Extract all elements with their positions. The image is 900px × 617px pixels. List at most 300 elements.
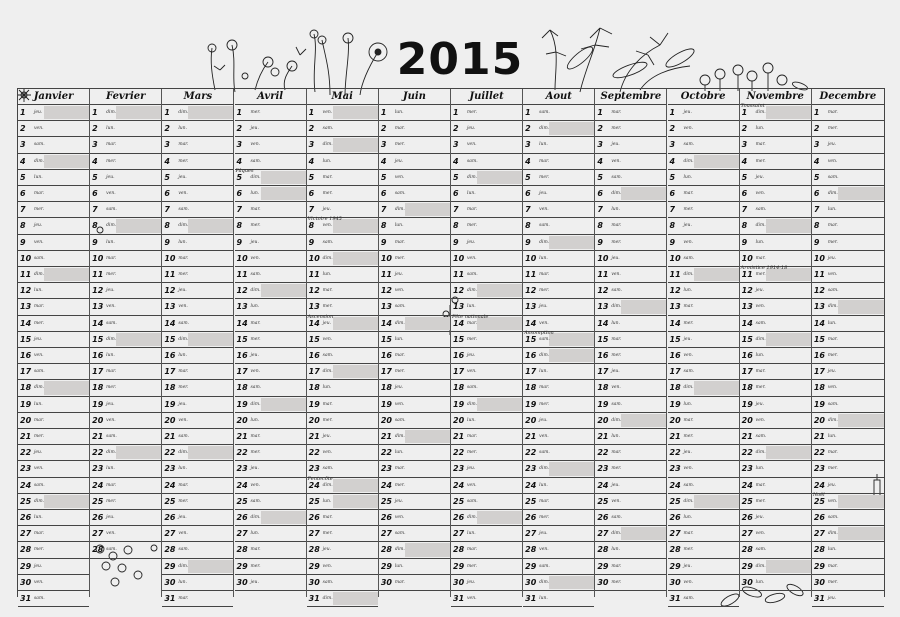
day-cell [162, 121, 233, 137]
day-number: 21 [669, 432, 681, 441]
weekday-label: ven. [250, 482, 261, 488]
day-cell [235, 218, 306, 234]
weekday-label: mer. [178, 272, 189, 277]
weekday-label: lun. [178, 126, 187, 132]
weekday-label: jeu. [394, 272, 404, 277]
day-cell [18, 478, 89, 494]
weekday-label: sam. [827, 401, 839, 407]
day-number: 5 [308, 172, 315, 182]
weekday-label: dim. [322, 596, 333, 601]
day-number: 21 [164, 432, 176, 441]
day-shade [549, 236, 594, 249]
day-cell [307, 542, 378, 558]
day-number: 27 [308, 529, 320, 539]
day-number: 21 [597, 432, 609, 441]
day-number: 5 [380, 172, 387, 182]
weekday-label: mer. [827, 126, 838, 132]
month-header: Novembre [740, 89, 811, 105]
day-cell [162, 429, 233, 445]
month-column-decembre [812, 89, 884, 603]
weekday-label: mer. [322, 531, 333, 537]
weekday-label: mar. [827, 223, 838, 229]
day-number: 16 [525, 351, 537, 360]
day-cell [740, 170, 811, 186]
weekday-label: lun. [34, 515, 43, 520]
weekday-label: mar. [106, 369, 117, 375]
day-number: 28 [741, 545, 753, 555]
weekday-label: sam. [755, 320, 767, 326]
day-cell [162, 154, 233, 170]
day-number: 10 [453, 253, 465, 263]
day-cell [812, 413, 884, 429]
day-cell [668, 380, 739, 396]
day-shade [405, 430, 450, 443]
day-number: 24 [453, 480, 465, 490]
day-number: 11 [236, 270, 248, 279]
day-cell [18, 461, 89, 477]
weekday-label: sam. [106, 434, 117, 439]
day-cell [18, 397, 89, 413]
holiday-label: Victoire 1945 [307, 216, 342, 223]
day-cell [523, 526, 594, 542]
day-shade [405, 543, 450, 556]
weekday-label: jeu. [250, 353, 259, 358]
day-number: 11 [597, 270, 609, 279]
day-number: 27 [741, 529, 753, 539]
day-number: 4 [20, 156, 26, 166]
weekday-label: sam. [178, 320, 190, 326]
day-number: 17 [92, 367, 104, 377]
day-number: 23 [525, 464, 537, 474]
day-cell [451, 348, 522, 364]
day-number: 1 [525, 108, 531, 117]
weekday-label: mer. [322, 304, 333, 310]
weekday-label: dim. [827, 304, 838, 310]
day-cell [307, 170, 378, 186]
day-number: 22 [92, 448, 104, 458]
weekday-label: sam. [34, 369, 45, 375]
weekday-label: lun. [467, 304, 476, 310]
weekday-label: mer. [394, 142, 405, 148]
day-cell [740, 542, 811, 558]
weekday-label: ven. [250, 255, 261, 261]
day-cell [523, 186, 594, 202]
weekday-label: lun. [683, 288, 693, 294]
weekday-label: dim. [250, 515, 261, 520]
weekday-label: lun. [394, 110, 404, 115]
day-shade [188, 560, 233, 573]
day-cell [523, 202, 594, 218]
day-shade [477, 284, 522, 297]
day-shade [477, 511, 522, 524]
day-number: 18 [164, 383, 176, 393]
day-cell [595, 283, 666, 299]
day-cell [451, 559, 522, 575]
day-cell [595, 154, 666, 170]
weekday-label: dim. [539, 579, 550, 585]
month-header: Avril [235, 89, 306, 105]
day-cell [451, 413, 522, 429]
weekday-label: dim. [394, 320, 405, 326]
weekday-label: mer. [467, 563, 478, 569]
day-cell [668, 559, 739, 575]
day-cell [451, 380, 522, 396]
day-number: 11 [741, 270, 753, 279]
day-cell [90, 510, 161, 526]
weekday-label: ven. [827, 272, 838, 277]
day-number: 30 [164, 577, 176, 587]
day-cell [523, 575, 594, 591]
day-number: 12 [20, 286, 32, 296]
day-cell [235, 559, 306, 575]
day-number: 29 [20, 561, 32, 571]
day-number: 15 [92, 334, 104, 344]
day-cell [162, 526, 233, 542]
weekday-label: ven. [250, 142, 261, 148]
day-number: 8 [741, 221, 748, 231]
weekday-label: sam. [322, 579, 334, 585]
day-cell [90, 429, 161, 445]
weekday-label: mer. [178, 498, 189, 504]
day-number: 29 [669, 561, 681, 571]
day-number: 25 [308, 496, 320, 506]
day-number: 14 [741, 318, 753, 328]
weekday-label: sam. [539, 223, 550, 229]
day-shade [621, 187, 666, 200]
day-number: 24 [669, 480, 681, 490]
weekday-label: mar. [106, 142, 117, 148]
day-number: 29 [525, 561, 537, 571]
day-number: 21 [308, 432, 320, 441]
day-cell [668, 105, 739, 121]
day-number: 18 [813, 383, 825, 393]
day-cell [90, 397, 161, 413]
day-number: 8 [813, 221, 820, 231]
weekday-label: lun. [467, 417, 476, 423]
weekday-label: ven. [611, 385, 621, 391]
weekday-label: dim. [683, 272, 694, 277]
day-cell [451, 526, 522, 542]
day-number: 19 [308, 399, 320, 409]
day-number: 25 [741, 496, 753, 506]
day-cell [162, 559, 233, 575]
day-number: 2 [741, 124, 748, 134]
day-number: 21 [380, 432, 392, 441]
month-header: Juin [379, 89, 450, 105]
day-number: 24 [20, 480, 32, 490]
day-number: 4 [813, 156, 820, 166]
day-cell [668, 591, 739, 607]
day-cell [162, 413, 233, 429]
day-cell [740, 575, 811, 591]
day-cell [523, 170, 594, 186]
weekday-label: dim. [683, 385, 694, 391]
day-cell [18, 121, 89, 137]
weekday-label: jeu. [322, 547, 332, 553]
day-shade [766, 106, 811, 119]
day-number: 30 [741, 577, 753, 587]
weekday-label: dim. [394, 207, 405, 213]
weekday-label: jeu. [467, 353, 476, 358]
day-number: 9 [236, 237, 243, 247]
day-number: 28 [813, 545, 825, 555]
weekday-label: ven. [683, 239, 694, 245]
weekday-label: mar. [34, 531, 45, 537]
day-number: 3 [308, 140, 315, 150]
weekday-label: jeu. [539, 531, 548, 537]
weekday-label: mer. [394, 255, 405, 261]
day-number: 7 [92, 205, 98, 215]
day-cell [235, 299, 306, 315]
weekday-label: jeu. [755, 174, 765, 180]
day-cell [740, 478, 811, 494]
weekday-label: mer. [250, 450, 261, 456]
day-number: 23 [597, 464, 609, 474]
day-number: 24 [597, 480, 609, 490]
day-cell [235, 283, 306, 299]
day-number: 19 [380, 399, 392, 409]
day-cell [451, 397, 522, 413]
day-cell [379, 575, 450, 591]
day-cell [90, 364, 161, 380]
weekday-label: ven. [322, 223, 333, 229]
day-number: 26 [525, 513, 537, 522]
weekday-label: mer. [106, 158, 117, 164]
day-number: 21 [236, 432, 248, 441]
day-number: 18 [597, 383, 609, 393]
day-number: 24 [308, 480, 320, 490]
day-number: 28 [380, 545, 392, 555]
day-cell [740, 348, 811, 364]
day-cell [668, 316, 739, 332]
day-cell [379, 510, 450, 526]
weekday-label: ven. [178, 531, 188, 537]
day-cell [595, 380, 666, 396]
day-number: 18 [308, 383, 320, 393]
day-cell [162, 299, 233, 315]
weekday-label: sam. [539, 110, 550, 115]
day-number: 22 [380, 448, 392, 458]
month-column-septembre [595, 89, 667, 597]
day-cell [379, 429, 450, 445]
weekday-label: ven. [467, 255, 477, 261]
day-cell [812, 202, 884, 218]
weekday-label: mer. [394, 482, 405, 488]
day-shade [694, 268, 739, 281]
day-number: 1 [236, 108, 243, 117]
day-number: 22 [453, 448, 465, 458]
weekday-label: mar. [394, 353, 405, 358]
weekday-label: ven. [539, 207, 549, 213]
weekday-label: ven. [106, 304, 116, 310]
weekday-label: sam. [250, 385, 262, 391]
day-cell [523, 559, 594, 575]
day-shade [549, 122, 594, 135]
day-cell [18, 137, 89, 153]
weekday-label: lun. [611, 547, 620, 553]
day-cell [595, 364, 666, 380]
day-number: 12 [813, 286, 825, 296]
day-cell [18, 559, 89, 575]
day-shade [188, 106, 233, 119]
day-number: 28 [525, 545, 537, 555]
day-cell [668, 461, 739, 477]
day-number: 9 [380, 237, 387, 247]
calendar-grid [17, 88, 885, 603]
weekday-label: jeu. [322, 434, 332, 439]
day-number: 8 [597, 221, 603, 231]
day-cell [523, 445, 594, 461]
day-number: 30 [813, 577, 825, 587]
weekday-label: jeu. [827, 255, 837, 261]
weekday-label: mer. [250, 110, 261, 115]
day-number: 15 [236, 334, 248, 344]
day-number: 1 [813, 108, 820, 117]
weekday-label: dim. [250, 401, 261, 407]
day-cell [595, 478, 666, 494]
day-shade [44, 381, 89, 394]
weekday-label: mar. [322, 401, 333, 407]
day-cell [90, 445, 161, 461]
day-cell [668, 364, 739, 380]
day-cell [235, 202, 306, 218]
weekday-label: ven. [178, 191, 188, 196]
weekday-label: mer. [755, 158, 766, 164]
day-cell [451, 445, 522, 461]
weekday-label: lun. [755, 579, 765, 585]
weekday-label: mer. [250, 336, 261, 342]
weekday-label: jeu. [322, 207, 332, 213]
day-number: 11 [20, 270, 32, 279]
day-shade [405, 317, 450, 330]
day-number: 10 [92, 253, 104, 263]
weekday-label: mer. [322, 417, 333, 423]
day-cell [740, 202, 811, 218]
weekday-label: dim. [178, 223, 189, 229]
weekday-label: mer. [34, 320, 45, 326]
day-cell [379, 137, 450, 153]
day-cell [668, 478, 739, 494]
weekday-label: jeu. [106, 401, 115, 407]
weekday-label: mer. [467, 336, 478, 342]
weekday-label: ven. [611, 498, 621, 504]
day-cell [90, 283, 161, 299]
day-cell [307, 429, 378, 445]
day-cell [812, 348, 884, 364]
day-number: 29 [164, 561, 176, 571]
day-number: 21 [20, 432, 32, 441]
day-number: 27 [380, 529, 392, 539]
day-cell [523, 218, 594, 234]
day-number: 16 [741, 351, 753, 360]
day-number: 18 [525, 383, 537, 393]
day-cell [523, 329, 594, 348]
day-cell [18, 494, 89, 510]
weekday-label: mar. [539, 272, 550, 277]
day-cell [18, 348, 89, 364]
day-shade [549, 349, 594, 362]
day-cell [235, 267, 306, 283]
weekday-label: sam. [106, 320, 117, 326]
day-number: 29 [380, 561, 392, 571]
day-shade [261, 398, 306, 411]
day-number: 30 [380, 577, 392, 587]
month-header: Mars [162, 89, 233, 105]
weekday-label: lun. [755, 126, 765, 132]
day-cell [162, 380, 233, 396]
weekday-label: sam. [683, 596, 695, 601]
weekday-label: jeu. [250, 239, 259, 245]
day-number: 17 [164, 367, 176, 377]
weekday-label: dim. [827, 191, 838, 196]
day-number: 9 [741, 237, 748, 247]
day-number: 6 [597, 189, 603, 198]
weekday-label: jeu. [683, 563, 692, 569]
day-cell [379, 202, 450, 218]
weekday-label: mar. [394, 126, 405, 132]
page-title: 2015 [396, 34, 524, 85]
day-number: 28 [92, 545, 104, 555]
day-number: 8 [525, 221, 531, 231]
day-cell [523, 283, 594, 299]
weekday-label: sam. [178, 434, 190, 439]
day-cell [451, 429, 522, 445]
weekday-label: mar. [394, 466, 405, 472]
day-cell [379, 283, 450, 299]
day-cell [162, 170, 233, 186]
day-number: 2 [380, 124, 387, 134]
day-cell [235, 429, 306, 445]
day-number: 2 [669, 124, 676, 134]
day-cell [18, 413, 89, 429]
day-cell [90, 380, 161, 396]
month-column-fevrier [90, 89, 162, 597]
weekday-label: mar. [467, 434, 478, 439]
day-cell [18, 202, 89, 218]
weekday-label: jeu. [394, 158, 404, 164]
day-cell [18, 218, 89, 234]
month-header: Juillet [451, 89, 522, 105]
day-cell [235, 575, 306, 591]
day-number: 2 [597, 124, 603, 134]
day-shade [261, 171, 306, 184]
weekday-label: ven. [322, 336, 333, 342]
day-number: 20 [92, 415, 104, 425]
day-number: 30 [236, 577, 248, 587]
day-cell [523, 429, 594, 445]
day-cell [235, 105, 306, 121]
day-cell [812, 445, 884, 461]
day-number: 23 [813, 464, 825, 474]
day-number: 11 [308, 270, 320, 279]
day-shade [116, 219, 161, 232]
day-number: 9 [92, 237, 98, 247]
day-number: 3 [669, 140, 676, 150]
weekday-label: jeu. [250, 579, 259, 585]
day-number: 11 [453, 270, 465, 279]
day-cell [379, 364, 450, 380]
weekday-label: dim. [755, 336, 766, 342]
day-number: 18 [669, 383, 681, 393]
weekday-label: mer. [178, 385, 189, 391]
day-cell [740, 380, 811, 396]
day-number: 6 [525, 189, 531, 198]
weekday-label: lun. [178, 579, 187, 585]
month-column-juin [379, 89, 451, 597]
day-cell [379, 299, 450, 315]
weekday-label: lun. [683, 401, 693, 407]
weekday-label: mer. [611, 353, 622, 358]
